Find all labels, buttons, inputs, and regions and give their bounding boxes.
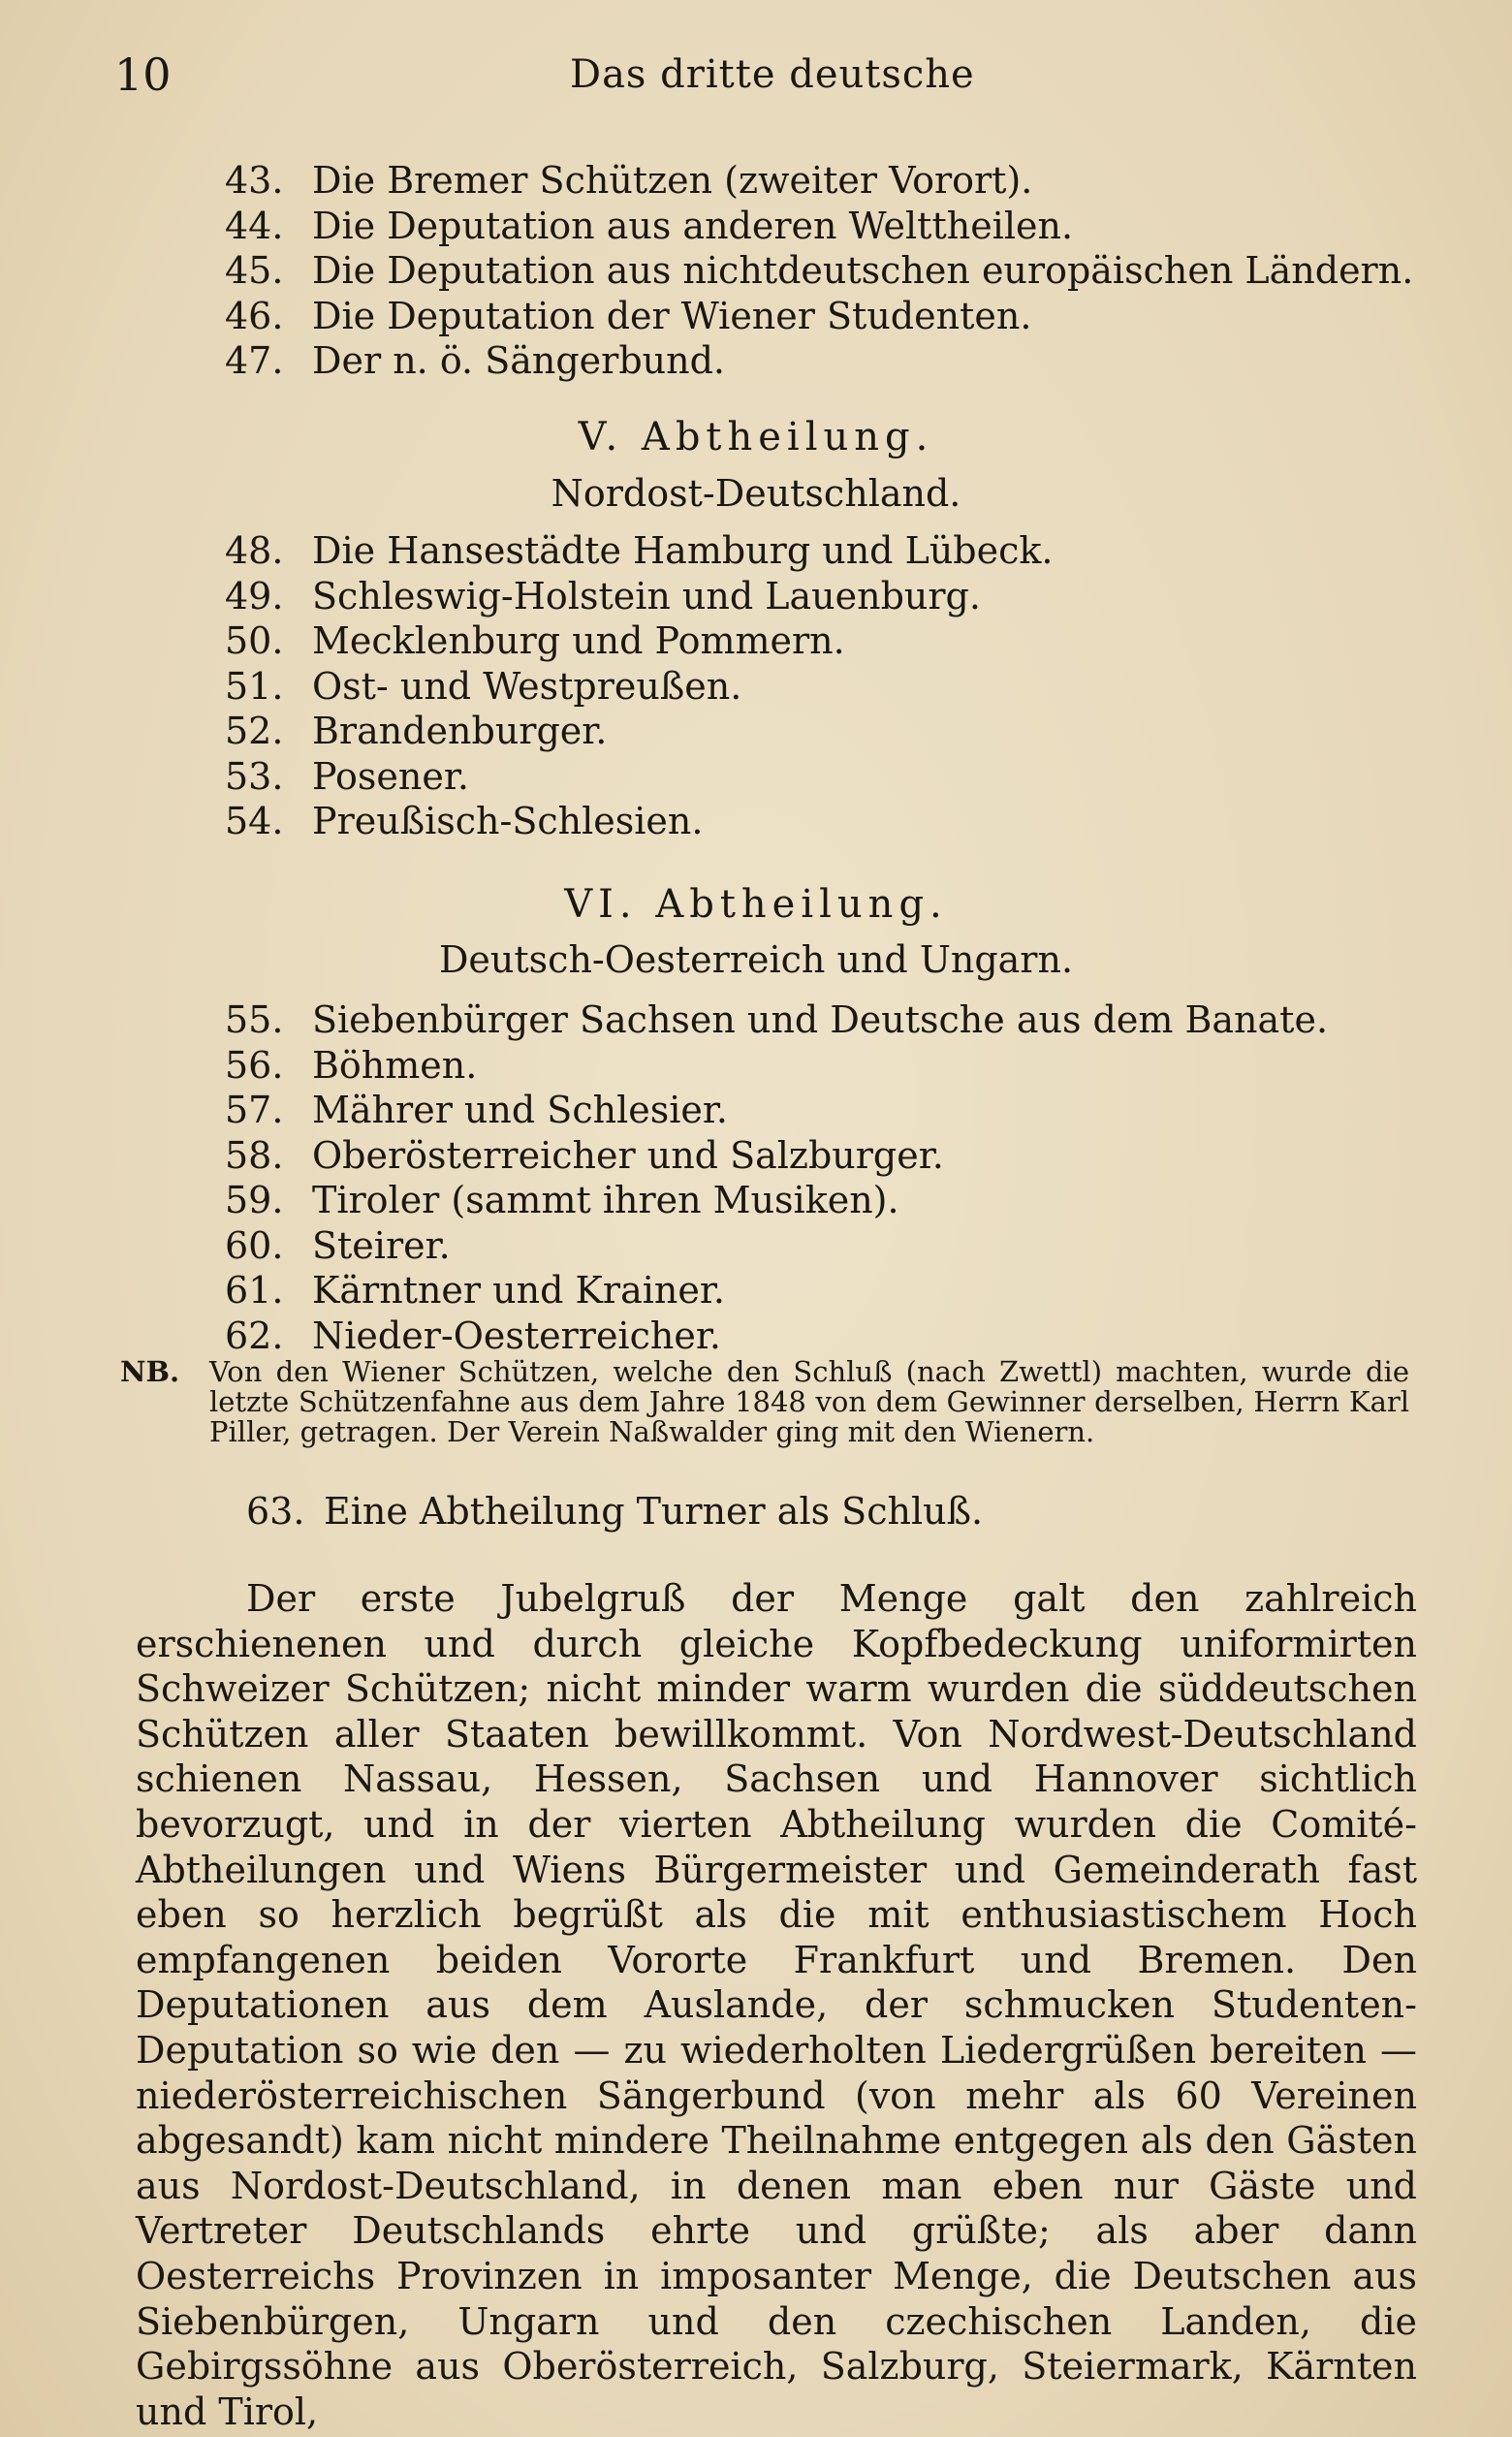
list-item: 54. Preußisch-Schlesien. bbox=[225, 800, 704, 842]
procession-list-a bbox=[225, 158, 1427, 384]
list-item: 55. Siebenbürger Sachsen und Deutsche aus dem Banate. bbox=[225, 998, 1329, 1041]
list-item-final: 63. Eine Abtheilung Turner als Schluß. bbox=[246, 1490, 984, 1533]
page-number: 10 bbox=[114, 48, 172, 101]
list-item: 59. Tiroler (sammt ihren Musiken). bbox=[225, 1179, 899, 1221]
note-text: Von den Wiener Schützen, welche den Schluß (nach Zwettl) machten, wurde die letzte Schützenfahne aus dem Jahre 1848 von dem Gewinner derselben, Herrn Karl Piller, getragen. Der Verein Naßwalder ging mit den Wienern. bbox=[209, 1355, 1409, 1448]
footnote bbox=[120, 1357, 1409, 1447]
running-title: Das dritte deutsche bbox=[570, 52, 975, 97]
procession-list-b bbox=[225, 528, 1427, 844]
list-item: 60. Steirer. bbox=[225, 1223, 451, 1267]
list-item: 44. Die Deputation aus anderen Welttheilen. bbox=[225, 204, 1074, 247]
list-item: 57. Mährer und Schlesier. bbox=[225, 1089, 728, 1131]
note-label: NB. bbox=[120, 1355, 180, 1388]
list-item: 61. Kärntner und Krainer. bbox=[225, 1269, 725, 1312]
list-item: 58. Oberösterreicher und Salzburger. bbox=[225, 1133, 944, 1177]
list-item: 46. Die Deputation der Wiener Studenten. bbox=[225, 294, 1032, 337]
section-vi-title: VI. Abtheilung. bbox=[564, 882, 948, 927]
page-header bbox=[114, 48, 1415, 116]
list-item: 43. Die Bremer Schützen (zweiter Vorort). bbox=[225, 159, 1033, 202]
list-item: 48. Die Hansestädte Hamburg und Lübeck. bbox=[225, 529, 1054, 572]
list-item: 45. Die Deputation aus nichtdeutschen europäischen Ländern. bbox=[225, 249, 1414, 292]
section-vi-subtitle: Deutsch-Oesterreich und Ungarn. bbox=[438, 938, 1074, 981]
list-item: 52. Brandenburger. bbox=[225, 710, 608, 752]
list-item: 53. Posener. bbox=[225, 754, 469, 798]
section-v-title: V. Abtheilung. bbox=[578, 415, 934, 459]
list-item: 56. Böhmen. bbox=[225, 1043, 478, 1087]
list-item: 50. Mecklenburg und Pommern. bbox=[225, 619, 845, 662]
list-item: 47. Der n. ö. Sängerbund. bbox=[225, 339, 726, 382]
body-paragraph: Der erste Jubelgruß der Menge galt den zahlreich erschienenen und durch gleiche Kopfbedeckung uniformirten Schweizer Schützen; nicht minder warm wurden die süddeutschen Schützen aller Staaten bewillkommt. Von Nordwest-Deutschland schienen Nassau, Hessen, Sachsen und Hannover sichtlich bevorzugt, und in der vierten Abtheilung wurden die Comité-Abtheilungen und Wiens Bürgermeister und Gemeinderath fast eben so herzlich begrüßt als die mit enthusiastischem Hoch empfangenen beiden Vororte Frankfurt und Bremen. Den Deputationen aus dem Auslande, der schmucken Studenten-Deputation so wie den — zu wiederholten Liedergrüßen bereiten — niederösterreichischen Sängerbund (von mehr als 60 Vereinen abgesandt) kam nicht mindere Theilnahme entgegen als den Gästen aus Nordost-Deutschland, in denen man eben nur Gäste und Vertreter Deutschlands ehrte und grüßte; als aber dann Oesterreichs Provinzen in imposanter Menge, die Deutschen aus Siebenbürgen, Ungarn und den czechischen Landen, die Gebirgssöhne aus Oberösterreich, Salzburg, Steiermark, Kärnten und Tirol, bbox=[136, 1577, 1417, 2433]
list-item: 49. Schleswig-Holstein und Lauenburg. bbox=[225, 574, 981, 617]
procession-list-c bbox=[225, 997, 1427, 1358]
list-item: 62. Nieder-Oesterreicher. bbox=[225, 1313, 721, 1357]
section-v-subtitle: Nordost-Deutschland. bbox=[551, 472, 961, 515]
list-item: 51. Ost- und Westpreußen. bbox=[225, 664, 742, 708]
